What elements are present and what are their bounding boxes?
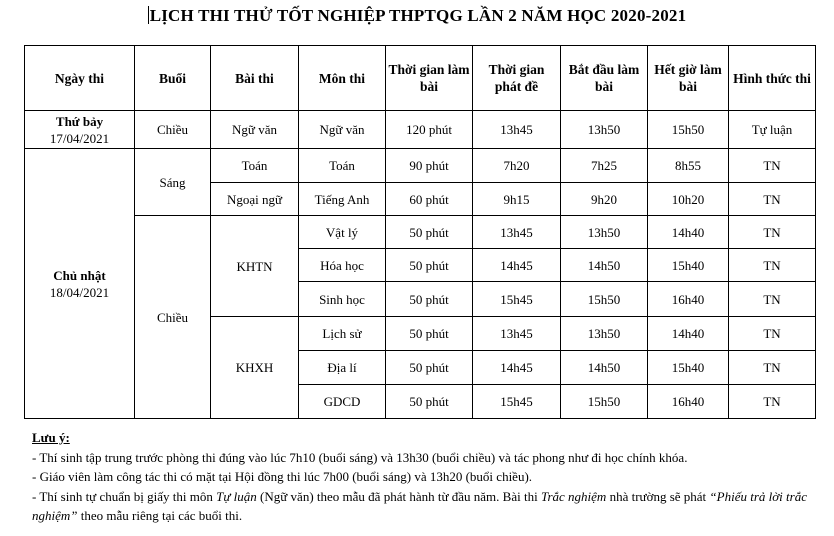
header-hinh-thuc-thi: Hình thức thi bbox=[729, 46, 816, 111]
format-cell: TN bbox=[729, 317, 816, 351]
distribute-time-cell: 15h45 bbox=[473, 385, 561, 419]
start-time-cell: 13h50 bbox=[561, 216, 648, 249]
subject-cell: Địa lí bbox=[299, 351, 386, 385]
start-time-cell: 14h50 bbox=[561, 249, 648, 282]
session-cell: Sáng bbox=[135, 149, 211, 216]
note-line-2: - Giáo viên làm công tác thi có mặt tại Hội đồng thi lúc 7h00 (buổi sáng) và 13h20 (buổi chiều). bbox=[32, 469, 533, 484]
note-line-3 bbox=[32, 487, 812, 526]
distribute-time-cell: 14h45 bbox=[473, 249, 561, 282]
end-time-cell: 15h40 bbox=[648, 249, 729, 282]
start-time-cell: 9h20 bbox=[561, 183, 648, 216]
exam-group-cell: Toán bbox=[211, 149, 299, 183]
page-title bbox=[0, 6, 834, 26]
distribute-time-cell: 13h45 bbox=[473, 317, 561, 351]
duration-cell: 50 phút bbox=[386, 317, 473, 351]
note-text: theo mẫu riêng tại các buổi thi. bbox=[77, 508, 243, 523]
duration-cell: 120 phút bbox=[386, 111, 473, 149]
start-time-cell: 15h50 bbox=[561, 282, 648, 317]
notes-section bbox=[32, 428, 812, 526]
header-row bbox=[25, 46, 816, 111]
distribute-time-cell: 13h45 bbox=[473, 216, 561, 249]
subject-cell: Vật lý bbox=[299, 216, 386, 249]
exam-group-cell: KHTN bbox=[211, 216, 299, 317]
day-cell bbox=[25, 149, 135, 419]
duration-cell: 50 phút bbox=[386, 216, 473, 249]
end-time-cell: 14h40 bbox=[648, 317, 729, 351]
exam-group-cell: Ngoại ngữ bbox=[211, 183, 299, 216]
start-time-cell: 14h50 bbox=[561, 351, 648, 385]
end-time-cell: 16h40 bbox=[648, 385, 729, 419]
day-label: Thứ bảy bbox=[55, 113, 104, 129]
header-thoi-gian-phat-de: Thời gian phát đề bbox=[473, 46, 561, 111]
day-cell bbox=[25, 111, 135, 149]
exam-group-cell: KHXH bbox=[211, 317, 299, 419]
day-label: Chủ nhật bbox=[53, 267, 106, 283]
note-italic: Trắc nghiệm bbox=[540, 488, 607, 504]
subject-cell: GDCD bbox=[299, 385, 386, 419]
duration-cell: 60 phút bbox=[386, 183, 473, 216]
header-mon-thi: Môn thi bbox=[299, 46, 386, 111]
notes-heading: Lưu ý: bbox=[32, 430, 70, 445]
day-date: 17/04/2021 bbox=[49, 130, 110, 146]
end-time-cell: 16h40 bbox=[648, 282, 729, 317]
start-time-cell: 13h50 bbox=[561, 317, 648, 351]
distribute-time-cell: 14h45 bbox=[473, 351, 561, 385]
duration-cell: 50 phút bbox=[386, 249, 473, 282]
note-text: - Thí sinh tự chuẩn bị giấy thi môn bbox=[32, 488, 217, 504]
table-row bbox=[25, 216, 816, 249]
end-time-cell: 8h55 bbox=[648, 149, 729, 183]
exam-group-cell: Ngữ văn bbox=[211, 111, 299, 149]
text-cursor bbox=[148, 6, 149, 24]
start-time-cell: 7h25 bbox=[561, 149, 648, 183]
start-time-cell: 13h50 bbox=[561, 111, 648, 149]
subject-cell: Hóa học bbox=[299, 249, 386, 282]
duration-cell: 50 phút bbox=[386, 385, 473, 419]
end-time-cell: 15h50 bbox=[648, 111, 729, 149]
subject-cell: Toán bbox=[299, 149, 386, 183]
page-title-text: LỊCH THI THỬ TỐT NGHIỆP THPTQG LẦN 2 NĂM HỌC 2020-2021 bbox=[149, 6, 687, 25]
session-cell: Chiều bbox=[135, 216, 211, 419]
format-cell: TN bbox=[729, 249, 816, 282]
end-time-cell: 14h40 bbox=[648, 216, 729, 249]
format-cell: TN bbox=[729, 385, 816, 419]
header-ngay-thi: Ngày thi bbox=[25, 46, 135, 111]
note-line-1: - Thí sinh tập trung trước phòng thi đúng vào lúc 7h10 (buổi sáng) và 13h30 (buổi chiều) và tác phong như đi học chính khóa. bbox=[32, 449, 688, 465]
table-row bbox=[25, 111, 816, 149]
subject-cell: Tiếng Anh bbox=[299, 183, 386, 216]
day-date: 18/04/2021 bbox=[49, 284, 110, 300]
header-bai-thi: Bài thi bbox=[211, 46, 299, 111]
start-time-cell: 15h50 bbox=[561, 385, 648, 419]
session-cell: Chiều bbox=[135, 111, 211, 149]
note-italic: Tự luận bbox=[216, 488, 257, 504]
format-cell: TN bbox=[729, 282, 816, 317]
duration-cell: 50 phút bbox=[386, 351, 473, 385]
subject-cell: Ngữ văn bbox=[299, 111, 386, 149]
format-cell: TN bbox=[729, 216, 816, 249]
note-text: nhà trường sẽ phát bbox=[606, 488, 710, 504]
distribute-time-cell: 13h45 bbox=[473, 111, 561, 149]
format-cell: TN bbox=[729, 183, 816, 216]
duration-cell: 90 phút bbox=[386, 149, 473, 183]
end-time-cell: 15h40 bbox=[648, 351, 729, 385]
header-buoi: Buổi bbox=[135, 46, 211, 111]
header-het-gio-lam-bai: Hết giờ làm bài bbox=[648, 46, 729, 111]
end-time-cell: 10h20 bbox=[648, 183, 729, 216]
subject-cell: Sinh học bbox=[299, 282, 386, 317]
note-text: (Ngữ văn) theo mẫu đã phát hành từ đầu năm. Bài thi bbox=[256, 488, 541, 504]
distribute-time-cell: 7h20 bbox=[473, 149, 561, 183]
format-cell: TN bbox=[729, 149, 816, 183]
distribute-time-cell: 9h15 bbox=[473, 183, 561, 216]
exam-schedule-table bbox=[24, 45, 816, 419]
note-italic: “Phiếu trả lời trắc nghiệm” bbox=[32, 488, 807, 523]
distribute-time-cell: 15h45 bbox=[473, 282, 561, 317]
format-cell: TN bbox=[729, 351, 816, 385]
format-cell: Tự luận bbox=[729, 111, 816, 149]
header-thoi-gian-lam-bai: Thời gian làm bài bbox=[386, 46, 473, 111]
header-bat-dau-lam-bai: Bắt đầu làm bài bbox=[561, 46, 648, 111]
subject-cell: Lịch sử bbox=[299, 317, 386, 351]
table-row bbox=[25, 149, 816, 183]
duration-cell: 50 phút bbox=[386, 282, 473, 317]
